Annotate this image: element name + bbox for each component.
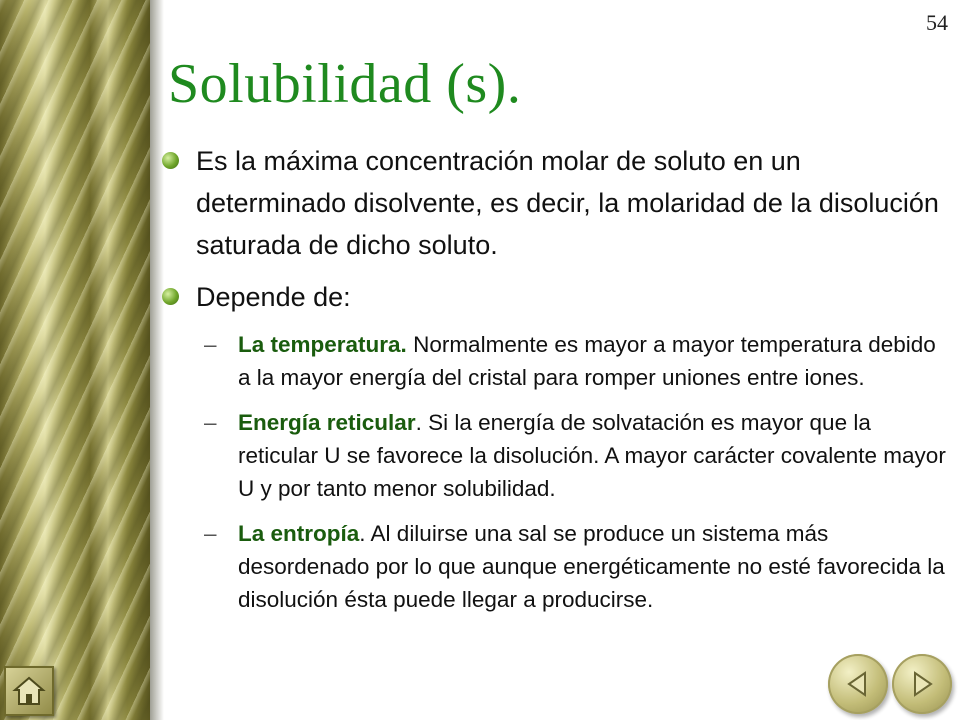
sub-item-energia-reticular	[204, 406, 950, 505]
dash-marker: –	[204, 332, 217, 357]
slide-content	[160, 140, 950, 628]
sub-item-term: Energía reticular	[238, 410, 416, 435]
bullet-text: Es la máxima concentración molar de soluto en un determinado disolvente, es decir, la molaridad de la disolución saturada de dicho soluto.	[196, 146, 939, 260]
dash-marker: –	[204, 521, 217, 546]
next-arrow-icon	[905, 667, 939, 701]
bullet-item	[160, 140, 950, 266]
prev-button[interactable]	[828, 654, 888, 714]
sub-item-text: . Si la energía de solvatación es mayor que la reticular U se favorece la disolución. A mayor carácter covalente mayor U y por tanto menor solubilidad.	[238, 410, 946, 501]
bullet-item	[160, 276, 950, 318]
sub-item-temperatura	[204, 328, 950, 394]
sub-item-text: . Al diluirse una sal se produce un sistema más desordenado por lo que aunque energéticamente no esté favorecida la disolución ésta puede llegar a producirse.	[238, 521, 945, 612]
sub-item-term: La entropía	[238, 521, 360, 546]
sub-item-term: La temperatura.	[238, 332, 407, 357]
sub-item-entropia	[204, 517, 950, 616]
bullet-dot-icon	[162, 152, 179, 169]
sub-item-text: Normalmente es mayor a mayor temperatura debido a la mayor energía del cristal para romper uniones entre iones.	[238, 332, 936, 390]
home-button[interactable]	[4, 666, 54, 716]
home-icon	[12, 674, 46, 708]
slide-title: Solubilidad (s).	[168, 53, 522, 115]
dash-marker: –	[204, 410, 217, 435]
next-button[interactable]	[892, 654, 952, 714]
prev-arrow-icon	[841, 667, 875, 701]
page-number: 54	[926, 10, 948, 35]
bullet-text: Depende de:	[196, 282, 351, 312]
nav-buttons	[828, 654, 952, 714]
bullet-dot-icon	[162, 288, 179, 305]
decorative-left-band	[0, 0, 150, 720]
sub-list	[204, 328, 950, 616]
